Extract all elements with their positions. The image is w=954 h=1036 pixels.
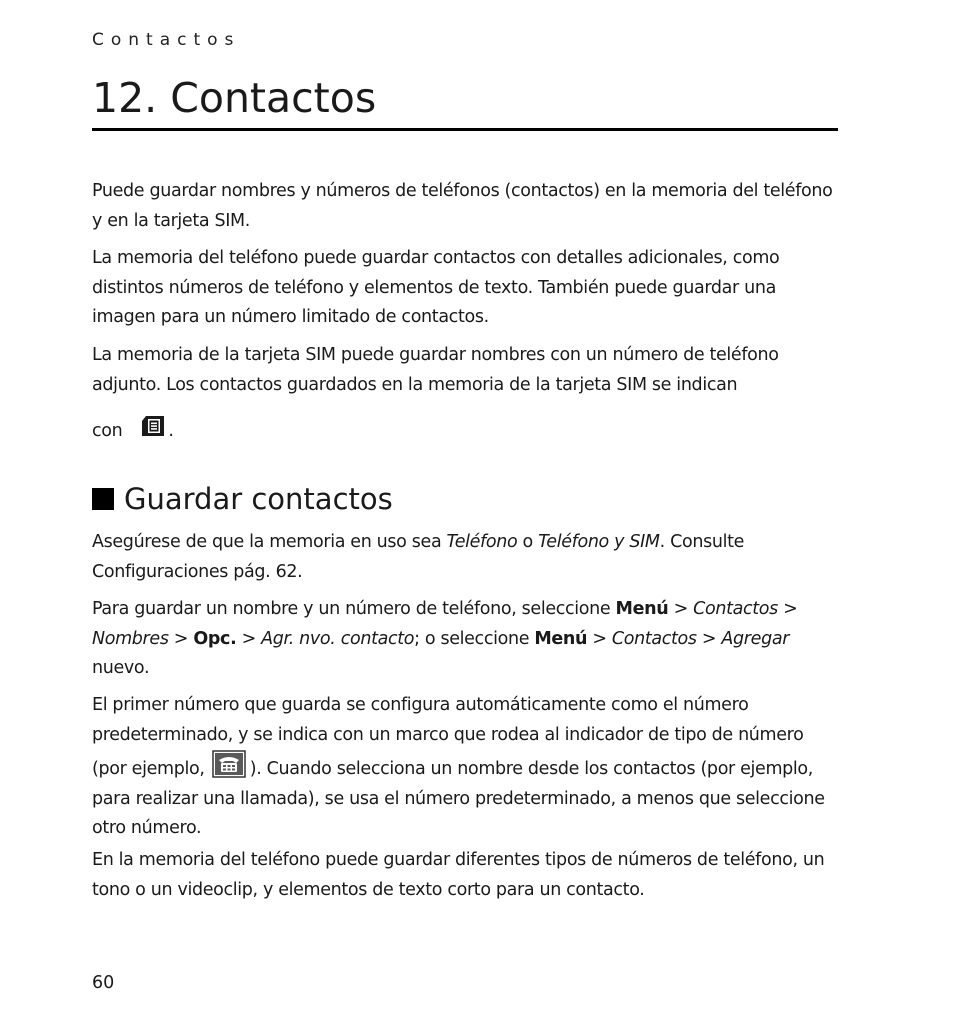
intro-paragraph-3-text: La memoria de la tarjeta SIM puede guardar nombres con un número de teléfono adjunto. Los contactos guardados en la memoria de la tarjeta SIM se indican	[92, 345, 779, 395]
term-telefono: Teléfono	[446, 532, 518, 552]
text-run: >	[668, 599, 694, 619]
text-run: >	[696, 628, 722, 649]
term-contactos: Contactos	[611, 628, 697, 649]
term-contactos: Contactos	[693, 599, 778, 619]
text-run: o	[517, 532, 539, 552]
text-run: ; o seleccione	[414, 628, 535, 649]
text-run: >	[236, 628, 262, 649]
text-run: Asegúrese de que la memoria en uso sea	[92, 532, 447, 552]
text-run: nuevo.	[92, 658, 150, 678]
intro-paragraph-2: La memoria del teléfono puede guardar contactos con detalles adicionales, como distintos números de teléfono y elementos de texto. También puede guardar una imagen para un número limitado de contactos.	[92, 248, 780, 327]
running-header: Contactos	[92, 30, 241, 50]
sim-card-icon	[138, 414, 168, 438]
section-paragraph-4: En la memoria del teléfono puede guardar diferentes tipos de números de teléfono, un tono o un videoclip, y elementos de texto corto para un contacto.	[92, 850, 825, 900]
chapter-title: 12. Contactos	[92, 74, 377, 122]
text-run: ). Cuando selecciona un nombre desde los contactos (por ejemplo, para realizar una llamada), se usa el número predeterminado, a menos que seleccione otro número.	[92, 759, 825, 838]
text-run: . Consulte Configuraciones pág. 62.	[92, 532, 745, 582]
term-agregar: Agregar	[721, 628, 790, 649]
text-run: >	[777, 599, 798, 619]
term-nombres: Nombres	[92, 628, 169, 649]
section-paragraph-1	[92, 528, 838, 587]
framed-phone-icon	[212, 750, 246, 778]
intro-period: .	[168, 421, 174, 441]
page-number: 60	[92, 973, 115, 993]
section-paragraph-3	[92, 691, 838, 844]
chapter-rule	[92, 128, 838, 131]
text-run: >	[587, 628, 612, 649]
term-telefono-y-sim: Teléfono y SIM	[538, 532, 660, 552]
section-square-icon	[92, 488, 114, 510]
intro-con-word: con	[92, 421, 123, 441]
intro-paragraph-1: Puede guardar nombres y números de teléfonos (contactos) en la memoria del teléfono y en la tarjeta SIM.	[92, 181, 833, 231]
section-title-text: Guardar contactos	[124, 482, 393, 516]
term-menu: Menú	[534, 628, 588, 649]
section-paragraph-2	[92, 595, 838, 684]
term-agr-nvo-contacto: Agr. nvo. contacto	[261, 628, 415, 649]
term-opc: Opc.	[193, 628, 237, 649]
intro-paragraph-3-tail	[92, 414, 838, 447]
term-menu: Menú	[615, 599, 669, 619]
intro-paragraph-3	[92, 341, 822, 400]
text-run: Para guardar un nombre y un número de teléfono, seleccione	[92, 599, 616, 619]
section-title	[92, 481, 393, 517]
text-run: El primer número que guarda se configura automáticamente como el número predeterminado, y se indica con un marco que rodea al indicador de tipo de número (por ejemplo,	[92, 695, 804, 779]
text-run: >	[168, 628, 194, 649]
